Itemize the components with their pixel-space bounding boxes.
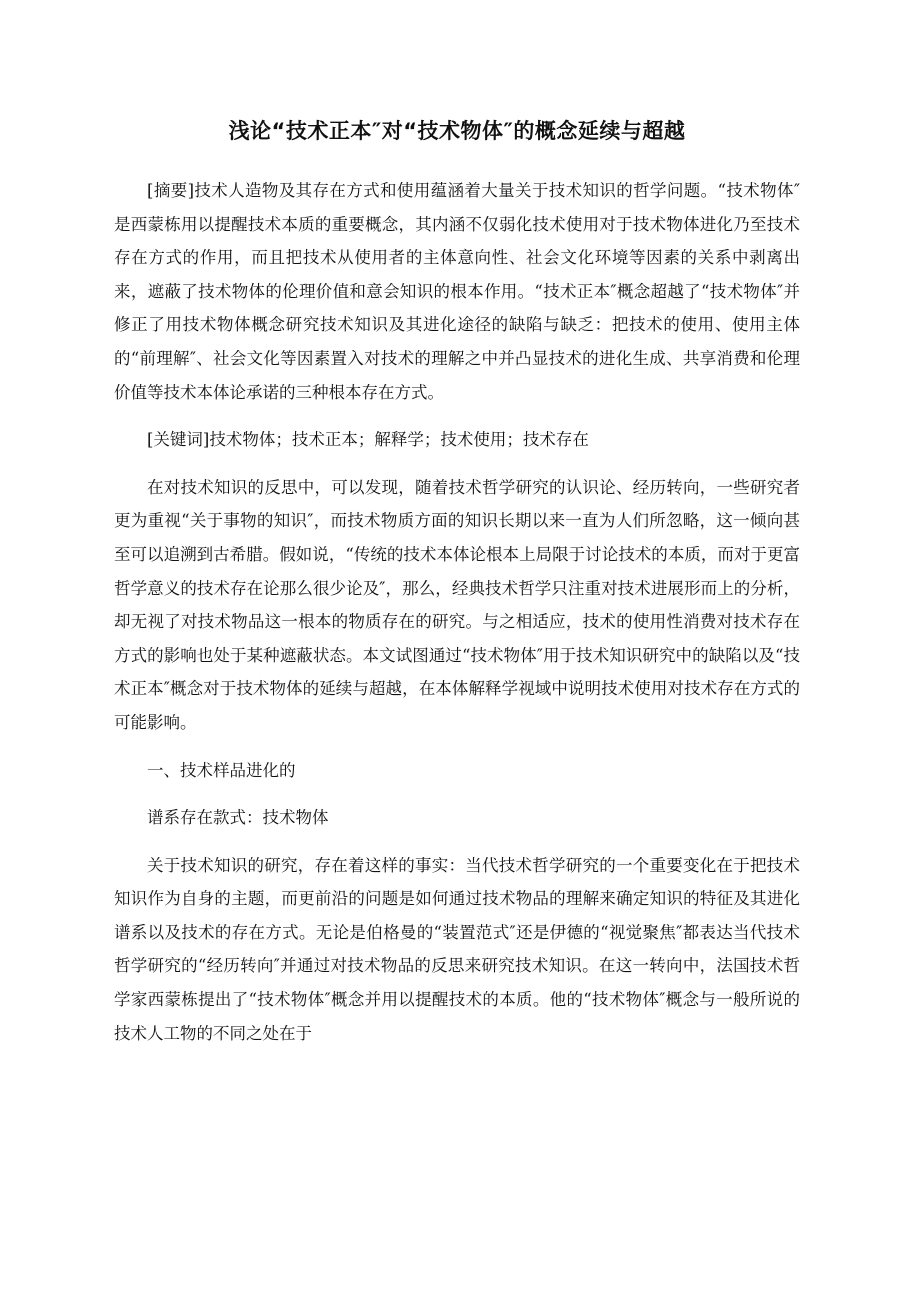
keywords-paragraph: [关键词]技术物体；技术正本；解释学；技术使用；技术存在 [147,430,589,450]
document-title: 浅论“技术正本″对“技术物体″的概念延续与超越 [228,119,686,143]
section-heading-line-2: 谱系存在款式：技术物体 [147,808,329,828]
intro-paragraph: 在对技术知识的反思中，可以发现，随着技术哲学研究的认识论、经历转向，一些研究者更为重视“关于事物的知识″，而技术物质方面的知识长期以来一直为人们所忽略，这一倾向甚至可以追溯到古希腊。假如说，“传统的技术本体论根本上局限于讨论技术的本质，而对于更富哲学意义的技术存在论那么很少论及″，那么，经典技术哲学只注重对技术进展形而上的分析，却无视了对技术物品这一根本的物质存在的研究。与之相适应，技术的使用性消费对技术存在方式的影响也处于某种遮蔽状态。本文试图通过“技术物体″用于技术知识研究中的缺陷以及“技术正本″概念对于技术物体的延续与超越，在本体解释学视域中说明技术使用对技术存在方式的可能影响。 [114,477,800,732]
abstract-paragraph: [摘要]技术人造物及其存在方式和使用蕴涵着大量关于技术知识的哲学问题。“技术物体″是西蒙栋用以提醒技术本质的重要概念，其内涵不仅弱化技术使用对于技术物体进化乃至技术存在方式的作用，而且把技术从使用者的主体意向性、社会文化环境等因素的关系中剥离出来，遮蔽了技术物体的伦理价值和意会知识的根本作用。“技术正本″概念超越了“技术物体″并修正了用技术物体概念研究技术知识及其进化途径的缺陷与缺乏：把技术的使用、使用主体的“前理解″、社会文化等因素置入对技术的理解之中并凸显技术的进化生成、共享消费和伦理价值等技术本体论承诺的三种根本存在方式。 [114,181,800,402]
section-heading-line-1: 一、技术样品进化的 [147,760,296,780]
section-body-paragraph: 关于技术知识的研究，存在着这样的事实：当代技术哲学研究的一个重要变化在于把技术知识作为自身的主题，而更前沿的问题是如何通过技术物品的理解来确定知识的特征及其进化谱系以及技术的存在方式。无论是伯格曼的“装置范式″还是伊德的“视觉聚焦″都表达当代技术哲学研究的“经历转向″并通过对技术物品的反思来研究技术知识。在这一转向中，法国技术哲学家西蒙栋提出了“技术物体″概念并用以提醒技术的本质。他的“技术物体″概念与一般所说的技术人工物的不同之处在于 [114,855,800,1043]
document-page [114,0,800,1050]
